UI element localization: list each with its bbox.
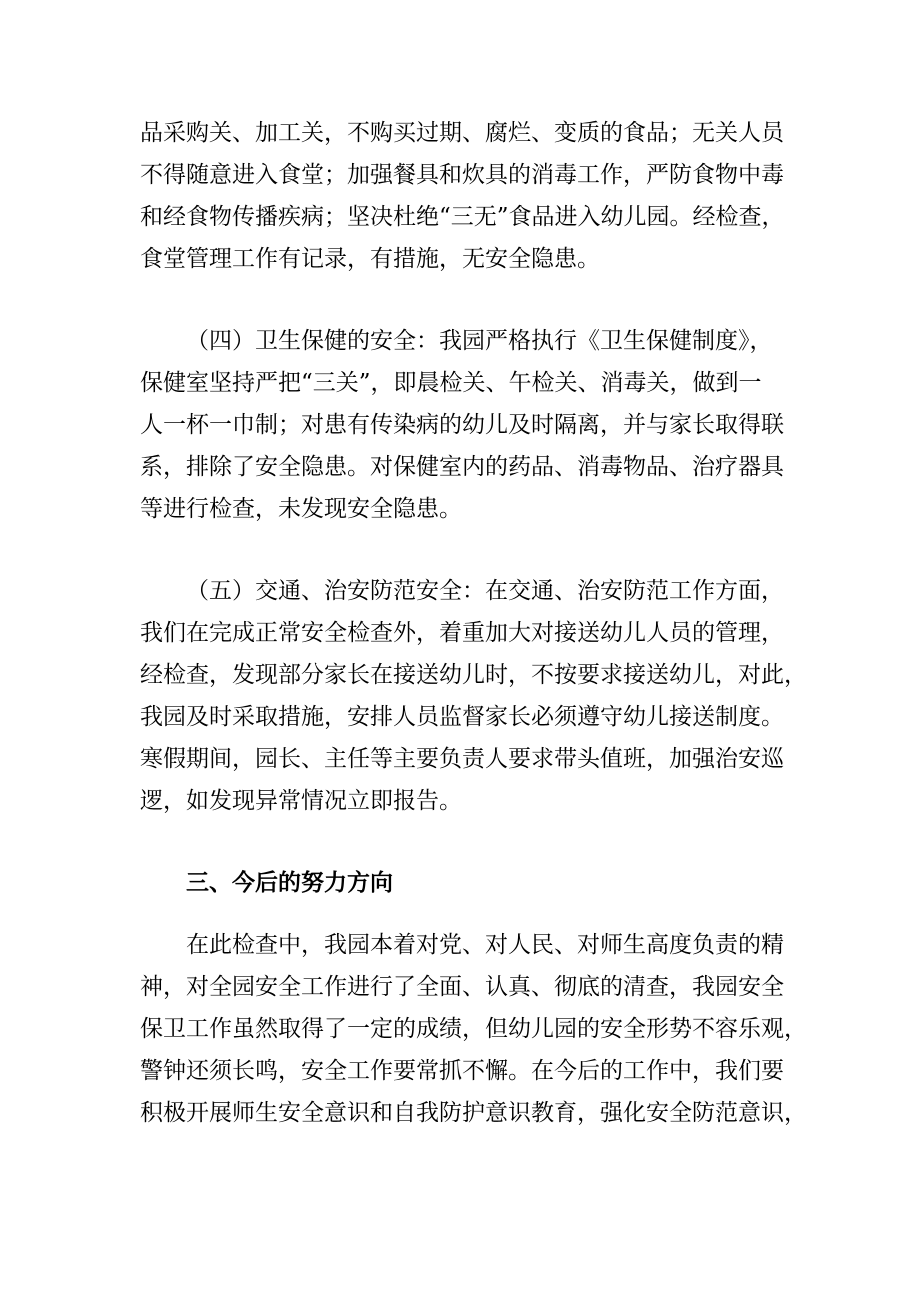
text-line: 品采购关、加工关，不购买过期、腐烂、变质的食品；无关人员 (140, 120, 784, 146)
text-line: 和经食物传播疾病；坚决杜绝“三无”食品进入幼儿园。经检查， (140, 204, 785, 230)
text-line: 系，排除了安全隐患。对保健室内的药品、消毒物品、治疗器具 (140, 454, 784, 480)
text-line: 我园及时采取措施，安排人员监督家长必须遵守幼儿接送制度。 (140, 704, 784, 730)
text-line: 我们在完成正常安全检查外，着重加大对接送幼儿人员的管理， (140, 620, 784, 646)
text-line: （五）交通、治安防范安全：在交通、治安防范工作方面， (186, 578, 784, 604)
text-line: 不得随意进入食堂；加强餐具和炊具的消毒工作，严防食物中毒 (140, 162, 784, 188)
text-line: 神，对全园安全工作进行了全面、认真、彻底的清查，我园安全 (140, 974, 784, 1000)
text-line: 逻，如发现异常情况立即报告。 (140, 788, 462, 814)
text-line: 警钟还须长鸣，安全工作要常抓不懈。在今后的工作中，我们要 (140, 1058, 784, 1084)
text-line: 等进行检查，未发现安全隐患。 (140, 496, 462, 522)
text-line: 寒假期间，园长、主任等主要负责人要求带头值班，加强治安巡 (140, 746, 784, 772)
text-line: 食堂管理工作有记录，有措施，无安全隐患。 (140, 246, 600, 272)
paragraph-health-safety (140, 320, 792, 530)
text-line: 保健室坚持严把“三关”，即晨检关、午检关、消毒关，做到一 (140, 370, 762, 396)
paragraph-food-safety (140, 112, 792, 280)
paragraph-future-direction (140, 924, 807, 1134)
text-line: 经检查，发现部分家长在接送幼儿时，不按要求接送幼儿，对此， (140, 662, 807, 688)
text-line: 人一杯一巾制；对患有传染病的幼儿及时隔离，并与家长取得联 (140, 412, 784, 438)
text-line: （四）卫生保健的安全：我园严格执行《卫生保健制度》， (186, 328, 773, 354)
section-heading: 三、今后的努力方向 (186, 869, 393, 896)
text-line: 在此检查中，我园本着对党、对人民、对师生高度负责的精 (186, 932, 784, 958)
document-body (140, 112, 807, 1134)
paragraph-traffic-security (140, 570, 807, 822)
paragraph-spacer (140, 904, 792, 924)
text-line: 保卫工作虽然取得了一定的成绩，但幼儿园的安全形势不容乐观， (140, 1016, 807, 1042)
paragraph-spacer (140, 530, 792, 570)
text-line: 积极开展师生安全意识和自我防护意识教育，强化安全防范意识， (140, 1100, 807, 1126)
paragraph-spacer (140, 280, 792, 320)
paragraph-spacer (140, 822, 792, 862)
